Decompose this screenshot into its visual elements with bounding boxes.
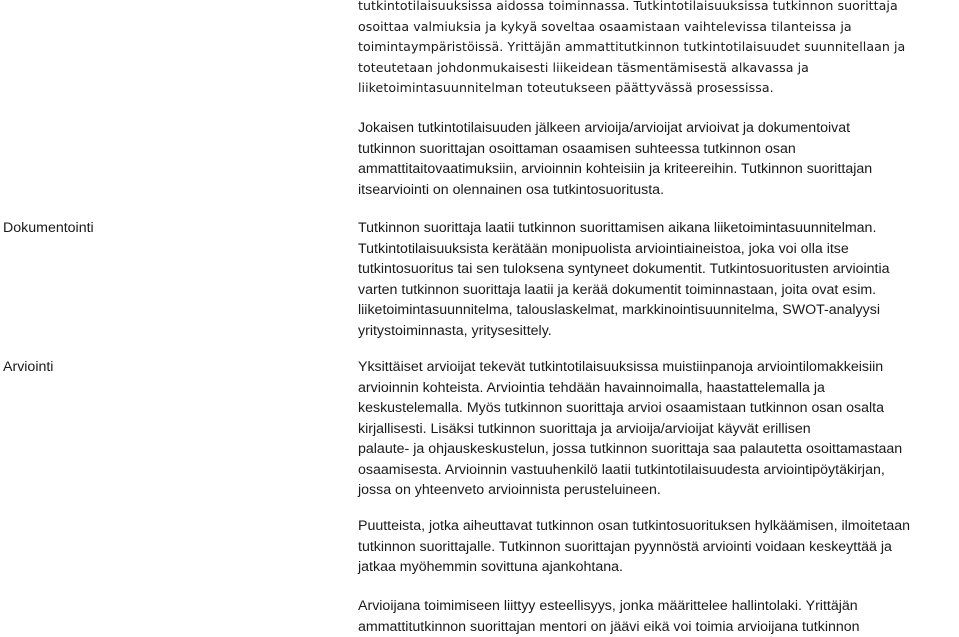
text-line: ammattitutkinnon suorittajan mentori on jäävi eikä voi toimia arvioijana tutkinnon bbox=[358, 618, 860, 635]
text-line: tutkinnon suorittajalle. Tutkinnon suorittajan pyynnöstä arviointi voidaan keskeyttää ja bbox=[358, 538, 892, 555]
section-label-documentation: Dokumentointi bbox=[3, 220, 94, 236]
text-line: Arvioijana toimimiseen liittyy esteellisyys, jonka määrittelee hallintolaki. Yrittäjän bbox=[358, 598, 858, 614]
text-line: varten tutkinnon suorittaja laatii ja kerää dokumentit toiminnastaan, joita ovat esim. bbox=[358, 281, 877, 298]
top-paragraph bbox=[358, 0, 958, 99]
assessment-paragraph-3 bbox=[358, 596, 958, 637]
text-line: Yksittäiset arvioijat tekevät tutkintotilaisuuksissa muistiinpanoja arviointilomakkeisiin bbox=[358, 359, 884, 375]
text-line: tutkintosuoritus tai sen tuloksena syntyneet dokumentit. Tutkintosuoritusten arviointia bbox=[358, 261, 890, 277]
text-line: Jokaisen tutkintotilaisuuden jälkeen arvioija/arvioijat arvioivat ja dokumentoivat bbox=[358, 120, 851, 136]
text-line: liiketoimintasuunnitelma, talouslaskelmat, markkinointisuunnitelma, SWOT-analyysi bbox=[358, 302, 880, 318]
text-line: itsearviointi on olennainen osa tutkintosuoritusta. bbox=[358, 181, 665, 198]
assessment-paragraph-2 bbox=[358, 516, 958, 578]
text-line: kirjallisesti. Lisäksi tutkinnon suorittaja ja arvioija/arvioijat käyvät erillisen bbox=[358, 420, 811, 437]
text-line: palaute- ja ohjauskeskustelun, jossa tutkinnon suorittaja saa palautetta osoittamastaan bbox=[358, 441, 903, 457]
text-line: tutkintotilaisuuksissa aidossa toiminnassa. Tutkintotilaisuuksissa tutkinnon suorittaja bbox=[358, 0, 898, 13]
documentation-paragraph bbox=[358, 218, 958, 341]
text-line: arvioinnin kohteista. Arviointia tehdään havainnoimalla, haastattelemalla ja bbox=[358, 379, 825, 396]
text-line: toimintaympäristöissä. Yrittäjän ammattitutkinnon tutkintotilaisuudet suunnitellaan ja bbox=[358, 39, 906, 54]
section-label-assessment: Arviointi bbox=[3, 359, 54, 375]
text-line: osaamisesta. Arvioinnin vastuuhenkilö laatii tutkintotilaisuudesta arviointipöytäkirjan, bbox=[358, 461, 885, 478]
text-line: tutkinnon suorittajan osoittaman osaamisen suhteessa tutkinnon osan bbox=[358, 140, 796, 157]
text-line: Puutteista, jotka aiheuttavat tutkinnon osan tutkintosuorituksen hylkäämisen, ilmoitetaan bbox=[358, 518, 911, 534]
assessment-paragraph-1 bbox=[358, 357, 958, 501]
text-line: keskustelemalla. Myös tutkinnon suorittaja arvioi osaamistaan tutkinnon osan osalta bbox=[358, 400, 885, 416]
text-line: yritystoiminnasta, yritysesittely. bbox=[358, 322, 552, 339]
text-line: liiketoimintasuunnitelman toteutukseen päättyvässä prosessissa. bbox=[358, 80, 774, 95]
text-line: jatkaa myöhemmin sovittuna ajankohtana. bbox=[358, 559, 623, 575]
text-line: ammattitaitovaatimuksiin, arvioinnin kohteisiin ja kriteereihin. Tutkinnon suorittajan bbox=[358, 161, 873, 177]
text-line: Tutkintotilaisuuksista kerätään monipuolista arviointiaineistoa, joka voi olla itse bbox=[358, 240, 849, 257]
assessment-intro-paragraph bbox=[358, 118, 958, 200]
text-line: toteutetaan johdonmukaisesti liikeidean täsmentämisestä alkavassa ja bbox=[358, 59, 809, 75]
text-line: osoittaa valmiuksia ja kykyä soveltaa osaamistaan vaihtelevissa tilanteissa ja bbox=[358, 18, 852, 34]
text-line: jossa on yhteenveto arvioinnista perusteluineen. bbox=[358, 482, 661, 498]
text-line: Tutkinnon suorittaja laatii tutkinnon suorittamisen aikana liiketoimintasuunnitelman. bbox=[358, 220, 877, 236]
